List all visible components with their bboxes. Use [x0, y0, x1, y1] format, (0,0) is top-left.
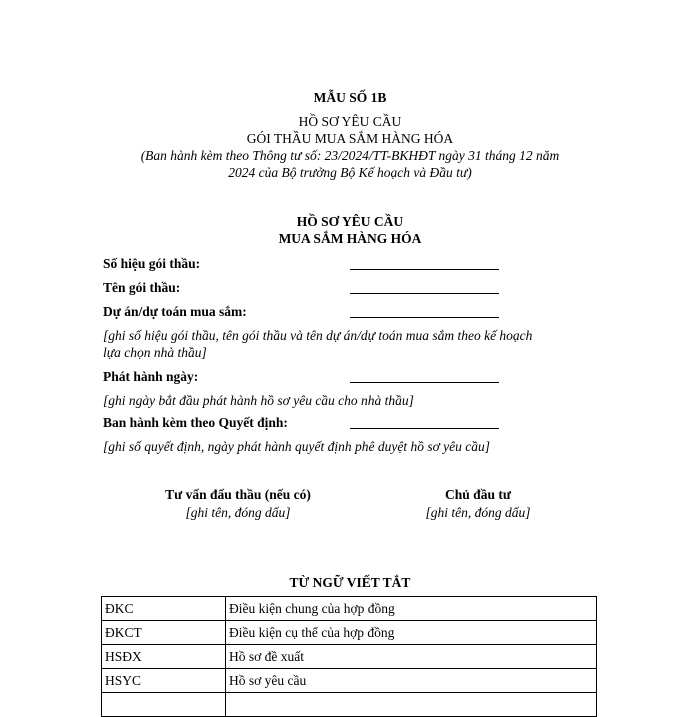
package-name-label: Tên gói thầu:	[103, 280, 181, 295]
package-name-blank	[350, 293, 499, 294]
project-blank	[350, 317, 499, 318]
cover-title-1: HỒ SƠ YÊU CẦU	[296, 214, 404, 229]
abbr-cell	[102, 693, 226, 717]
meaning-cell: Hồ sơ yêu cầu	[226, 669, 597, 693]
abbr-cell: ĐKCT	[102, 621, 226, 645]
package-no-label: Số hiệu gói thầu:	[103, 256, 201, 271]
abbr-cell: HSYC	[102, 669, 226, 693]
table-row	[102, 597, 597, 621]
header-note-1: (Ban hành kèm theo Thông tư số: 23/2024/TT-BKHĐT ngày 31 tháng 12 năm	[140, 148, 560, 163]
meaning-cell: Điều kiện cụ thể của hợp đồng	[226, 621, 597, 645]
project-label: Dự án/dự toán mua sắm:	[103, 304, 247, 319]
meaning-cell: Hồ sơ đề xuất	[226, 645, 597, 669]
package-no-blank	[350, 269, 499, 270]
table-row	[102, 621, 597, 645]
abbr-cell: ĐKC	[102, 597, 226, 621]
issue-date-label: Phát hành ngày:	[103, 369, 199, 384]
issue-date-blank	[350, 382, 499, 383]
abbreviations-title: TỪ NGỮ VIẾT TẮT	[289, 575, 411, 590]
form-number: MẪU SỐ 1B	[313, 90, 387, 105]
hint-issue-date: [ghi ngày bắt đầu phát hành hồ sơ yêu cầu cho nhà thầu]	[103, 393, 414, 408]
abbreviations-table	[101, 596, 597, 717]
meaning-cell	[226, 693, 597, 717]
header-note-2: 2024 của Bộ trưởng Bộ Kế hoạch và Đầu tư)	[228, 165, 472, 180]
table-row	[102, 693, 597, 717]
consultant-title: Tư vấn đấu thầu (nếu có)	[165, 487, 311, 502]
decision-label: Ban hành kèm theo Quyết định:	[103, 415, 288, 430]
cover-title-2: MUA SẮM HÀNG HÓA	[278, 231, 422, 246]
meaning-cell: Điều kiện chung của hợp đồng	[226, 597, 597, 621]
hint-package-line2: lựa chọn nhà thầu]	[103, 345, 207, 360]
hint-decision: [ghi số quyết định, ngày phát hành quyết định phê duyệt hồ sơ yêu cầu]	[103, 439, 491, 454]
hint-package-line1: [ghi số hiệu gói thầu, tên gói thầu và tên dự án/dự toán mua sắm theo kế hoạch	[103, 328, 533, 343]
investor-title: Chủ đầu tư	[445, 487, 511, 502]
consultant-hint: [ghi tên, đóng dấu]	[185, 505, 291, 520]
decision-blank	[350, 428, 499, 429]
abbr-cell: HSĐX	[102, 645, 226, 669]
table-row	[102, 669, 597, 693]
investor-hint: [ghi tên, đóng dấu]	[425, 505, 531, 520]
header-title-2: GÓI THẦU MUA SẮM HÀNG HÓA	[246, 131, 454, 146]
table-row	[102, 645, 597, 669]
header-title-1: HỒ SƠ YÊU CẦU	[298, 114, 402, 129]
